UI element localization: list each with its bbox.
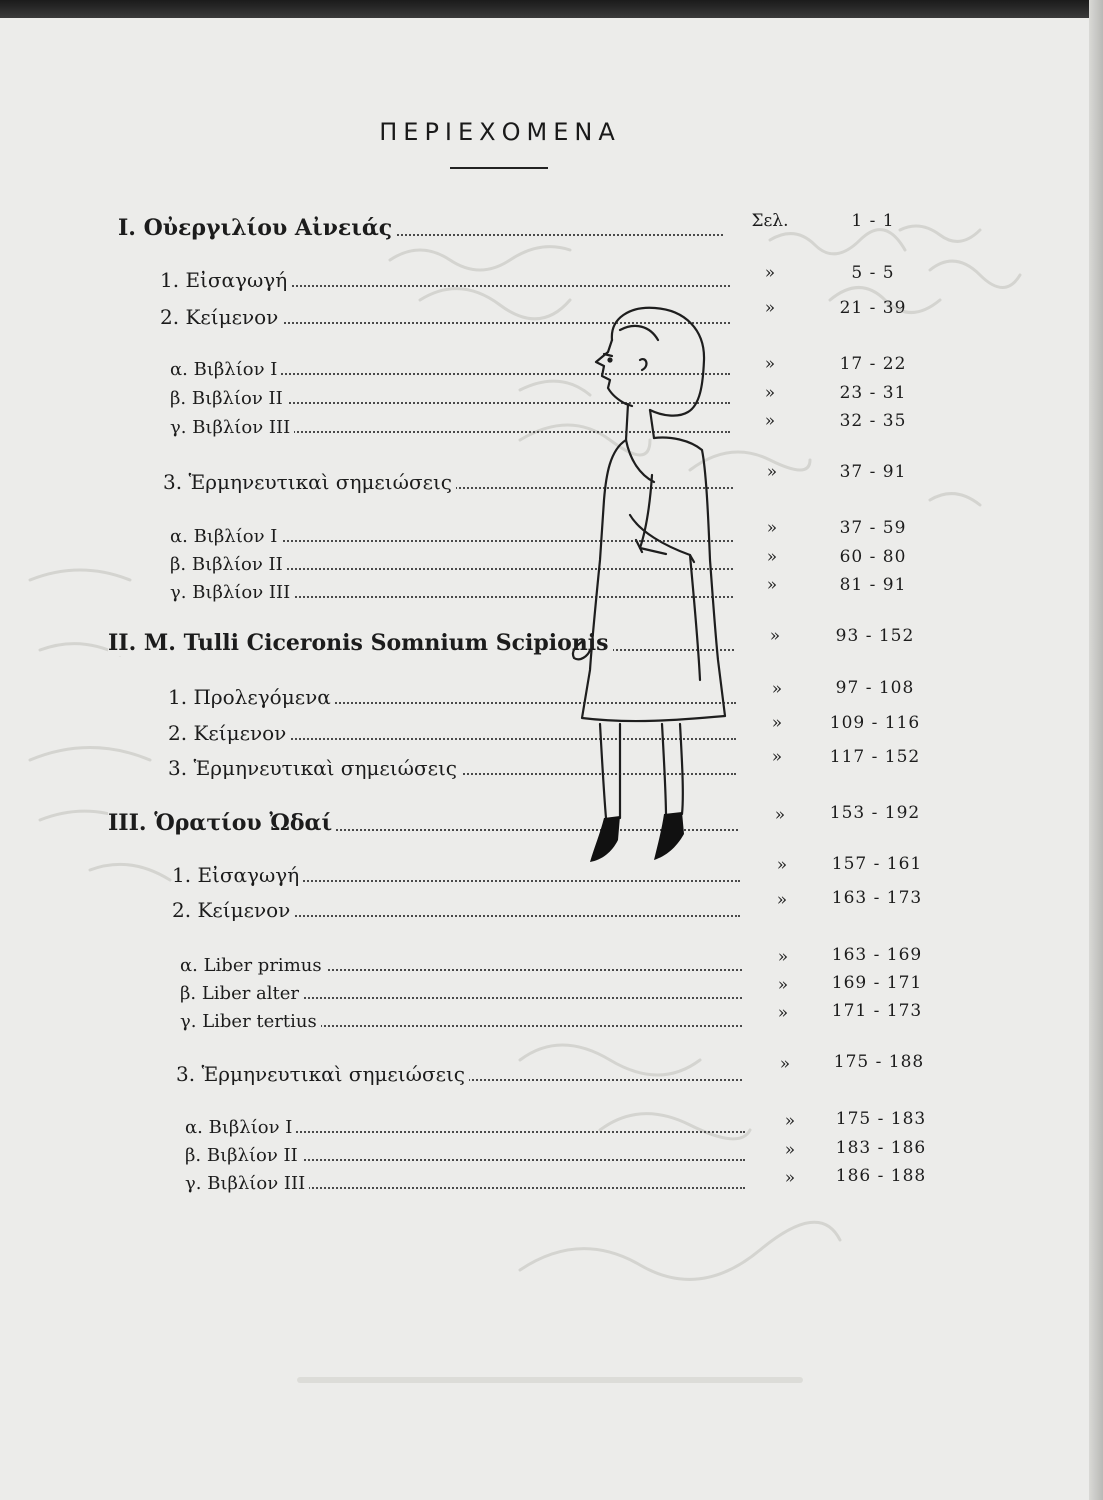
toc-entry bbox=[185, 1140, 745, 1170]
toc-mark: » bbox=[784, 1140, 796, 1160]
toc-pages: 183 - 186 bbox=[835, 1138, 927, 1158]
toc-mark: » bbox=[764, 354, 776, 374]
toc-entry bbox=[180, 978, 742, 1008]
toc-label: II. M. Tulli Ciceronis Somnium Scipionis bbox=[108, 630, 613, 656]
toc-pages: 60 - 80 bbox=[839, 547, 907, 567]
toc-pages: 37 - 59 bbox=[839, 518, 907, 538]
toc-pages: 21 - 39 bbox=[839, 298, 907, 318]
toc-label: 1. Εἰσαγωγή bbox=[160, 268, 291, 292]
toc-mark: » bbox=[771, 747, 783, 767]
hand-drawn-figure bbox=[570, 300, 740, 870]
toc-pages: 175 - 188 bbox=[833, 1052, 925, 1072]
toc-label: β. Βιβλίον II bbox=[170, 388, 287, 409]
toc-entry bbox=[180, 950, 742, 980]
toc-mark: » bbox=[764, 383, 776, 403]
toc-entry bbox=[118, 215, 723, 245]
page-title: ΠΕΡΙΕΧΟΜΕΝΑ bbox=[379, 118, 621, 146]
toc-entry bbox=[180, 1006, 742, 1036]
toc-pages: 169 - 171 bbox=[831, 973, 923, 993]
toc-mark: » bbox=[764, 263, 776, 283]
toc-label: 1. Εἰσαγωγή bbox=[172, 863, 303, 887]
toc-mark: » bbox=[766, 575, 778, 595]
toc-label: β. Βιβλίον II bbox=[185, 1145, 302, 1166]
toc-mark: » bbox=[784, 1168, 796, 1188]
toc-label: 2. Κείμενον bbox=[160, 305, 282, 329]
toc-label: α. Βιβλίον I bbox=[170, 526, 281, 547]
toc-mark: » bbox=[777, 947, 789, 967]
toc-mark: » bbox=[764, 411, 776, 431]
toc-entry bbox=[185, 1112, 745, 1142]
toc-label: α. Βιβλίον I bbox=[170, 359, 281, 380]
toc-mark: » bbox=[771, 679, 783, 699]
toc-pages: 153 - 192 bbox=[829, 803, 921, 823]
toc-pages: 32 - 35 bbox=[839, 411, 907, 431]
toc-label: γ. Βιβλίον III bbox=[170, 582, 294, 603]
title-rule bbox=[450, 167, 548, 169]
toc-mark: » bbox=[776, 855, 788, 875]
toc-pages: 109 - 116 bbox=[829, 713, 921, 733]
toc-pages: 23 - 31 bbox=[839, 383, 907, 403]
toc-pages: 171 - 173 bbox=[831, 1001, 923, 1021]
toc-mark: » bbox=[766, 462, 778, 482]
toc-entry bbox=[176, 1060, 742, 1090]
toc-label: β. Βιβλίον II bbox=[170, 554, 287, 575]
toc-mark: » bbox=[777, 1003, 789, 1023]
toc-label: I. Οὐεργιλίου Αἰνειάς bbox=[118, 215, 396, 241]
toc-mark: » bbox=[769, 626, 781, 646]
toc-pages: 163 - 169 bbox=[831, 945, 923, 965]
toc-pages: 1 - 1 bbox=[851, 211, 895, 231]
toc-label: γ. Βιβλίον III bbox=[170, 417, 294, 438]
toc-pages: 117 - 152 bbox=[829, 747, 921, 767]
toc-mark: » bbox=[766, 547, 778, 567]
toc-mark: » bbox=[779, 1054, 791, 1074]
toc-mark: » bbox=[784, 1111, 796, 1131]
toc-label: 3. Ἑρμηνευτικαὶ σημειώσεις bbox=[163, 470, 456, 494]
toc-mark: » bbox=[777, 975, 789, 995]
toc-pages: 157 - 161 bbox=[831, 854, 923, 874]
toc-entry bbox=[172, 896, 740, 926]
toc-label: γ. Liber tertius bbox=[180, 1011, 321, 1032]
toc-label: 1. Προλεγόμενα bbox=[168, 685, 335, 709]
toc-entry bbox=[185, 1168, 745, 1198]
toc-label: 2. Κείμενον bbox=[172, 898, 294, 922]
toc-pages: 93 - 152 bbox=[835, 626, 915, 646]
toc-mark: » bbox=[771, 713, 783, 733]
toc-label: 3. Ἑρμηνευτικαὶ σημειώσεις bbox=[168, 756, 461, 780]
toc-mark: » bbox=[776, 890, 788, 910]
toc-label: β. Liber alter bbox=[180, 983, 303, 1004]
toc-label: 3. Ἑρμηνευτικαὶ σημειώσεις bbox=[176, 1062, 469, 1086]
toc-label: α. Βιβλίον I bbox=[185, 1117, 296, 1138]
toc-mark: Σελ. bbox=[751, 211, 789, 231]
toc-pages: 186 - 188 bbox=[835, 1166, 927, 1186]
toc-pages: 5 - 5 bbox=[851, 263, 895, 283]
toc-pages: 97 - 108 bbox=[835, 678, 915, 698]
toc-pages: 175 - 183 bbox=[835, 1109, 927, 1129]
toc-pages: 37 - 91 bbox=[839, 462, 907, 482]
toc-mark: » bbox=[766, 518, 778, 538]
toc-label: 2. Κείμενον bbox=[168, 721, 290, 745]
toc-pages: 81 - 91 bbox=[839, 575, 907, 595]
toc-label: III. Ὁρατίου Ὠδαί bbox=[108, 810, 336, 836]
toc-pages: 163 - 173 bbox=[831, 888, 923, 908]
toc-label: α. Liber primus bbox=[180, 955, 326, 976]
toc-pages: 17 - 22 bbox=[839, 354, 907, 374]
toc-entry bbox=[160, 266, 730, 296]
toc-mark: » bbox=[774, 805, 786, 825]
toc-label: γ. Βιβλίον III bbox=[185, 1173, 309, 1194]
toc-mark: » bbox=[764, 298, 776, 318]
